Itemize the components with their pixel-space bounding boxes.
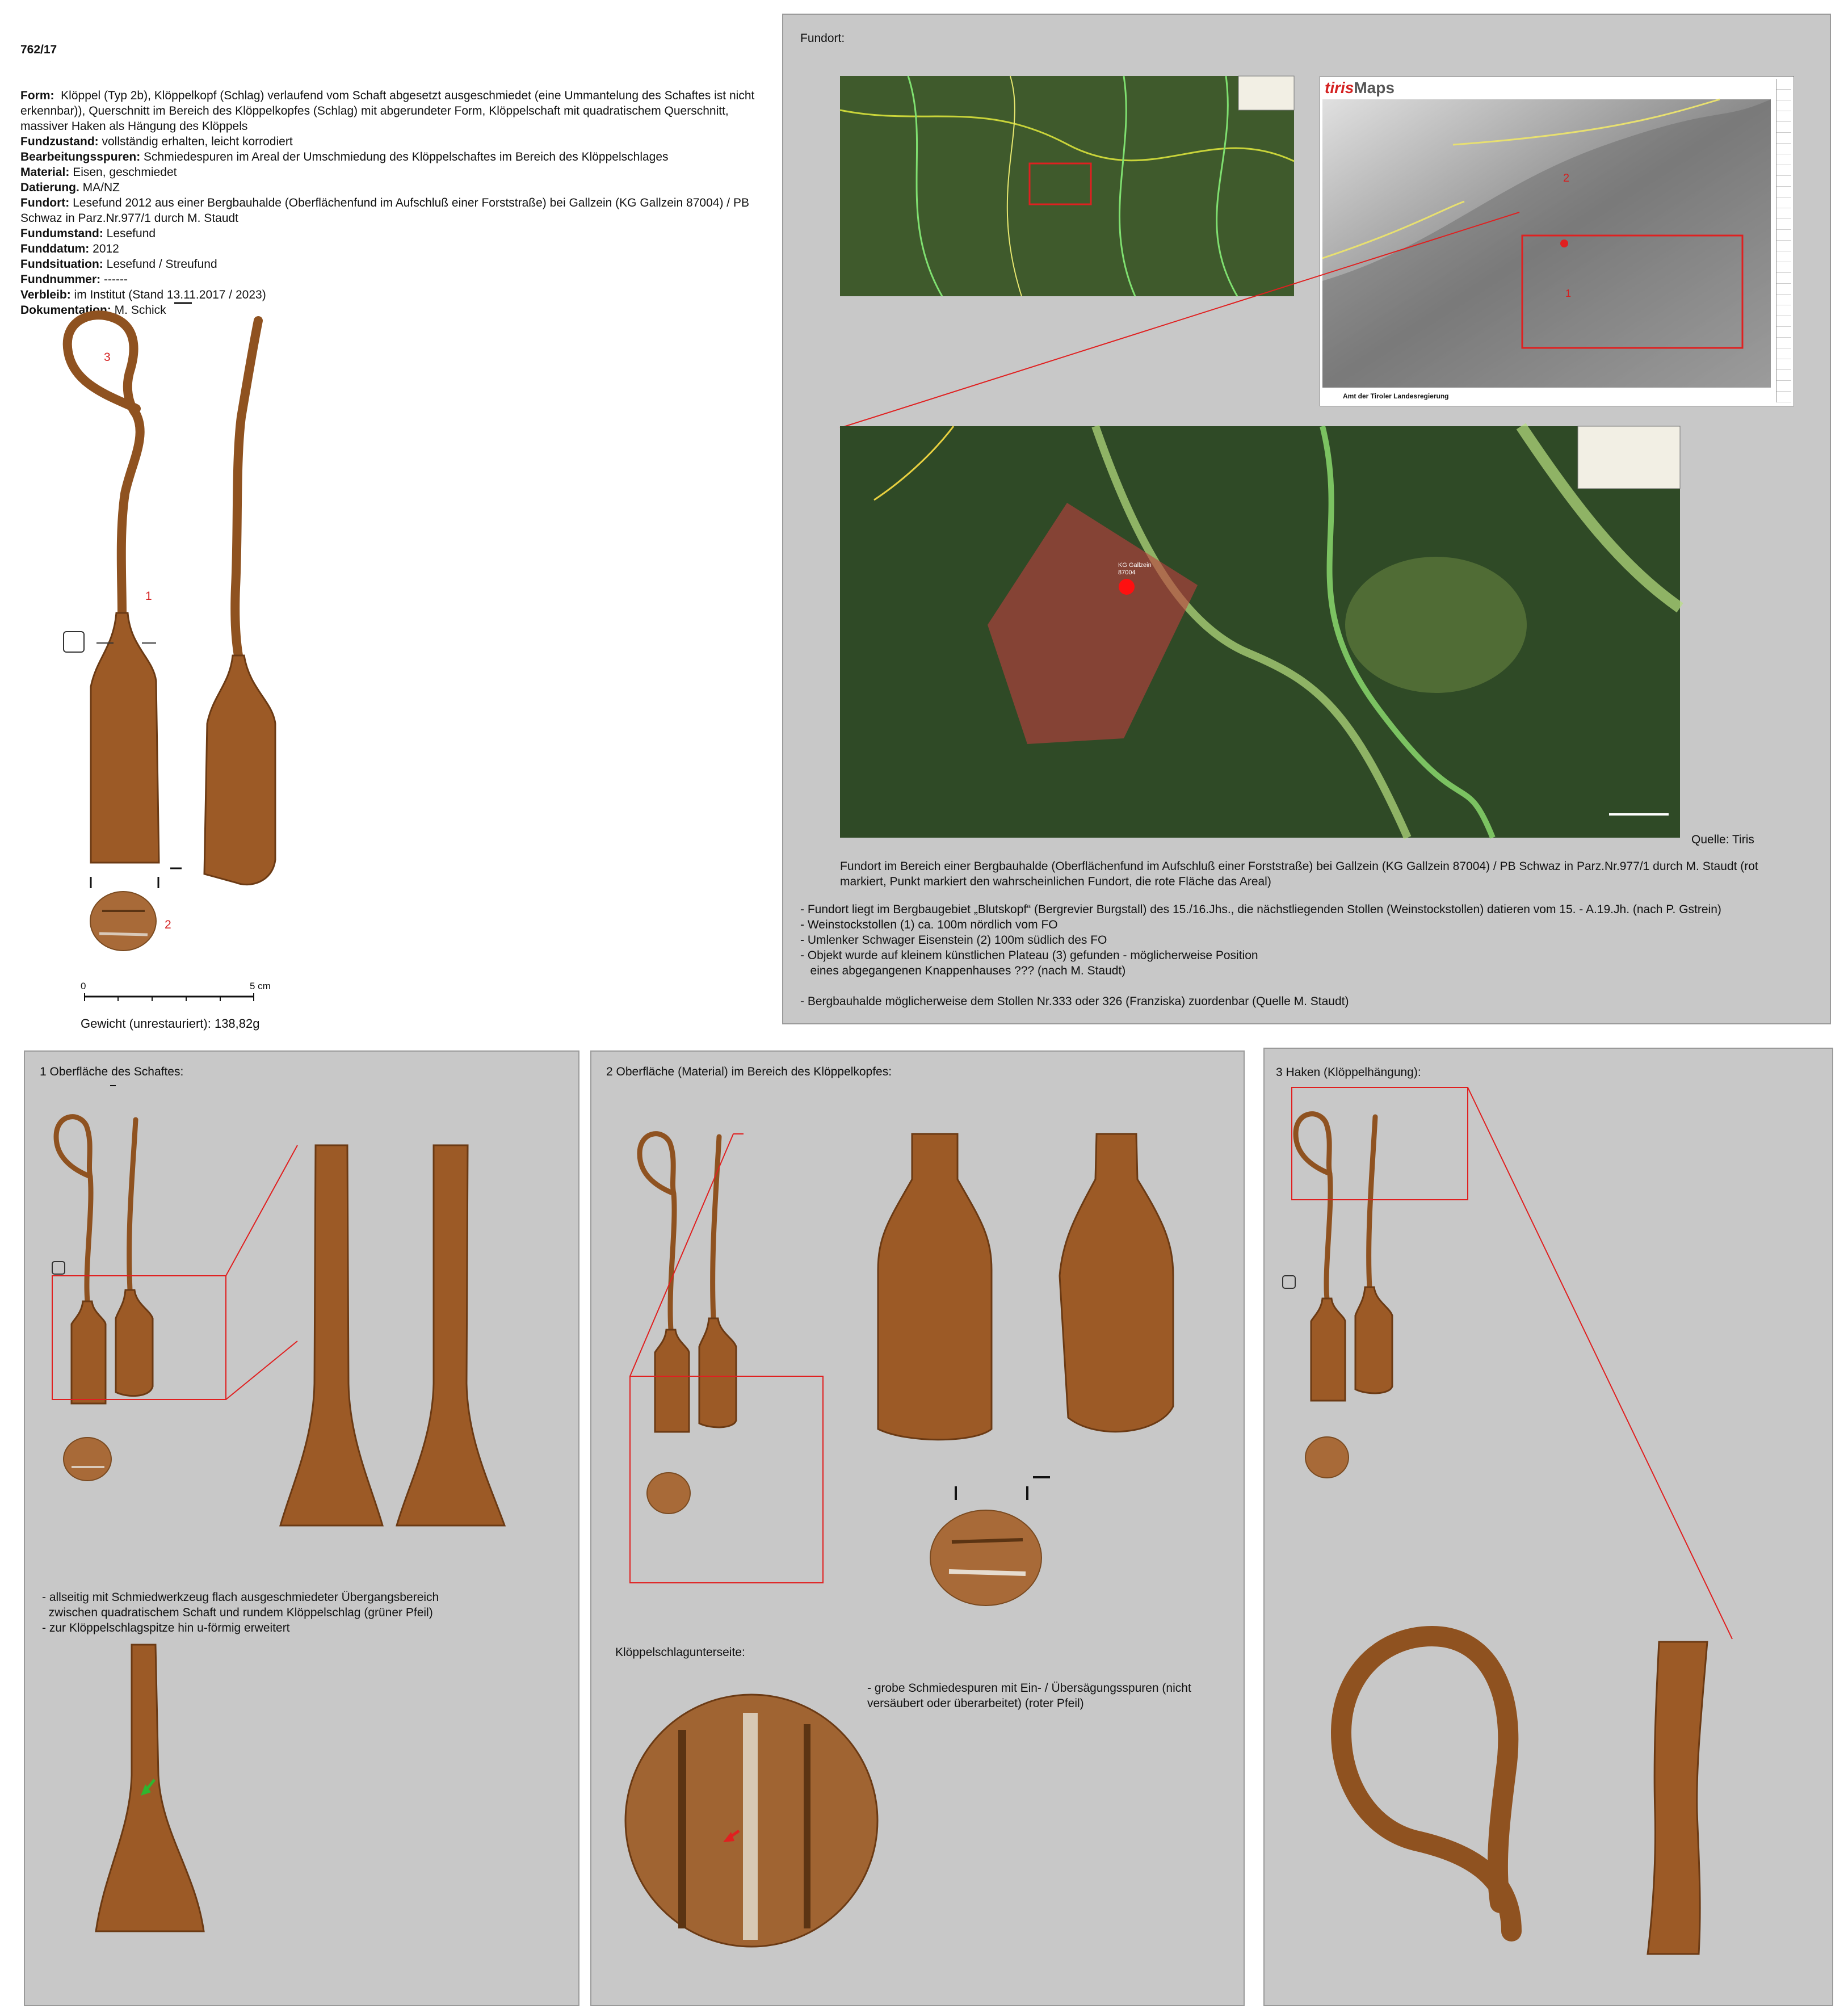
- note-line: zwischen quadratischem Schaft und rundem Klöppelschlag (grüner Pfeil): [42, 1606, 433, 1619]
- catalog-field-label: Form:: [20, 89, 54, 102]
- marker-2: 2: [165, 918, 171, 931]
- catalog-field-label: Fundnummer:: [20, 273, 101, 286]
- cross-section-disc: [85, 888, 165, 956]
- catalog-field-label: Verbleib:: [20, 288, 71, 301]
- marker-1: 1: [145, 590, 152, 603]
- scale-start: 0: [81, 981, 86, 991]
- catalog-field-value: ------: [100, 273, 128, 286]
- weight-label: Gewicht (unrestauriert): 138,82g: [81, 1016, 260, 1031]
- panel2-notes: [867, 1680, 1230, 1711]
- catalog-field-label: Material:: [20, 166, 70, 179]
- panel1-shaft-detail-side: [388, 1145, 513, 1531]
- note-line: - allseitig mit Schmiedwerkzeug flach ausgeschmiedeter Übergangsbereich: [42, 1591, 439, 1604]
- scale-end: 5 cm: [250, 981, 271, 991]
- note-line: - Objekt wurde auf kleinem künstlichen Plateau (3) gefunden - möglicherweise Position: [800, 949, 1258, 962]
- catalog-id: 762/17: [20, 43, 57, 56]
- panel2-section-disc: [929, 1508, 1043, 1610]
- panel3-hook-detail-front: [1324, 1625, 1551, 1943]
- catalog-field-label: Fundsituation:: [20, 258, 103, 271]
- fundort-notes: [800, 902, 1811, 1009]
- note-line: - grobe Schmiedespuren mit Ein- / Übersägungsspuren (nicht: [867, 1682, 1191, 1695]
- note-line: eines abgegangenen Knappenhauses ??? (nach M. Staudt): [800, 964, 1126, 977]
- detail-map-label: KG Gallzein 87004: [1118, 562, 1152, 576]
- marker-3: 3: [104, 351, 111, 364]
- tiris-brand: tirisMaps: [1325, 79, 1395, 96]
- panel2-subtitle: Klöppelschlagunterseite:: [615, 1646, 745, 1659]
- catalog-field-value: Lesefund / Streufund: [103, 258, 217, 271]
- catalog-field-label: Fundzustand:: [20, 135, 99, 148]
- map-caption: Fundort im Bereich einer Bergbauhalde (Oberflächenfund im Aufschluß einer Forststraße) bei Gallzein (KG Gallzein 87004) / PB Schwaz in Parz.Nr.977/1 durch M. Staudt (rot markiert, Punkt markiert den wahrscheinlichen Fundort, die rote Fläche das Areal): [840, 860, 1762, 888]
- catalog-field-value: MA/NZ: [79, 181, 120, 194]
- detail-aerial-map: [840, 426, 1680, 838]
- catalog-field-label: Fundort:: [20, 196, 70, 209]
- catalog-field-value: im Institut (Stand 13.11.2017 / 2023): [70, 288, 266, 301]
- panel1-transition-detail: [82, 1645, 218, 1940]
- note-line: versäubert oder überarbeitet) (roter Pfeil): [867, 1697, 1084, 1710]
- panel2-section-ticks: [591, 1052, 1246, 1335]
- panel1-shaft-detail-front: [275, 1145, 388, 1531]
- panel-shaft-surface: [24, 1050, 579, 2006]
- map-source: Quelle: Tiris: [1691, 833, 1754, 846]
- catalog-field-label: Bearbeitungsspuren:: [20, 150, 141, 163]
- panel-hook: [1263, 1048, 1833, 2006]
- catalog-field-value: Lesefund 2012 aus einer Bergbauhalde (Oberflächenfund im Aufschluß einer Forststraße) bei Gallzein (KG Gallzein 87004) / PB Schwaz in Parz.Nr.977/1 durch M. Staudt: [20, 196, 753, 225]
- panel3-hook-detail-side: [1633, 1642, 1724, 1960]
- tiris-marker-2: 2: [1563, 172, 1570, 184]
- section-square-icon: [64, 632, 84, 652]
- note-line: - zur Klöppelschlagspitze hin u-förmig erweitert: [42, 1621, 290, 1634]
- note-line: [800, 978, 1811, 994]
- section-markers: [0, 0, 341, 738]
- panel2-title: 2 Oberfläche (Material) im Bereich des Klöppelkopfes:: [606, 1065, 892, 1078]
- note-line: - Umlenker Schwager Eisenstein (2) 100m südlich des FO: [800, 934, 1107, 947]
- panel1-notes: [42, 1590, 553, 1636]
- note-line: - Weinstockstollen (1) ca. 100m nördlich vom FO: [800, 918, 1058, 931]
- tiris-marker-1: 1: [1565, 288, 1572, 299]
- fundort-panel: [782, 14, 1831, 1024]
- scale-bar: [84, 993, 277, 1010]
- panel3-title: 3 Haken (Klöppelhängung):: [1276, 1066, 1421, 1079]
- tiris-footer: Amt der Tiroler Landesregierung: [1343, 392, 1449, 400]
- catalog-field-label: Dokumentation:: [20, 304, 111, 317]
- fundort-title: Fundort:: [800, 32, 845, 45]
- catalog-field-value: 2012: [89, 242, 119, 255]
- panel2-underside-disc: [620, 1690, 887, 1957]
- note-line: - Fundort liegt im Bergbaugebiet „Blutskopf“ (Bergrevier Burgstall) des 15./16.Jhs., die nächstliegenden Stollen (Weinstockstollen) datieren vom 15. - A.19.Jh. (nach P. Gstrein): [800, 903, 1721, 916]
- catalog-field-label: Funddatum:: [20, 242, 90, 255]
- catalog-field-value: Schmiedespuren im Areal der Umschmiedung des Klöppelschaftes im Bereich des Klöppelschlages: [140, 150, 669, 163]
- catalog-field-value: Lesefund: [103, 227, 156, 240]
- catalog-field-value: vollständig erhalten, leicht korrodiert: [98, 135, 293, 148]
- catalog-field-value: M. Schick: [111, 304, 166, 317]
- catalog-field-value: Klöppel (Typ 2b), Klöppelkopf (Schlag) verlaufend vom Schaft abgesetzt ausgeschmiedet (eine Ummantelung des Schaftes ist nicht erkennbar)), Querschnitt im Bereich des Klöppelkopfes (Schlag) mit abgerundeter Form, Klöppelschaft mit quadratischem Querschnitt, massiver Haken als Hängung des Klöppels: [20, 89, 758, 133]
- catalog-field-label: Fundumstand:: [20, 227, 103, 240]
- note-line: - Bergbauhalde möglicherweise dem Stollen Nr.333 oder 326 (Franziska) zuordenbar (Quelle M. Staudt): [800, 995, 1349, 1008]
- panel1-title: 1 Oberfläche des Schaftes:: [40, 1065, 184, 1078]
- catalog-field-label: Datierung.: [20, 181, 79, 194]
- catalog-field-value: Eisen, geschmiedet: [69, 166, 177, 179]
- panel-head-surface: [590, 1050, 1245, 2006]
